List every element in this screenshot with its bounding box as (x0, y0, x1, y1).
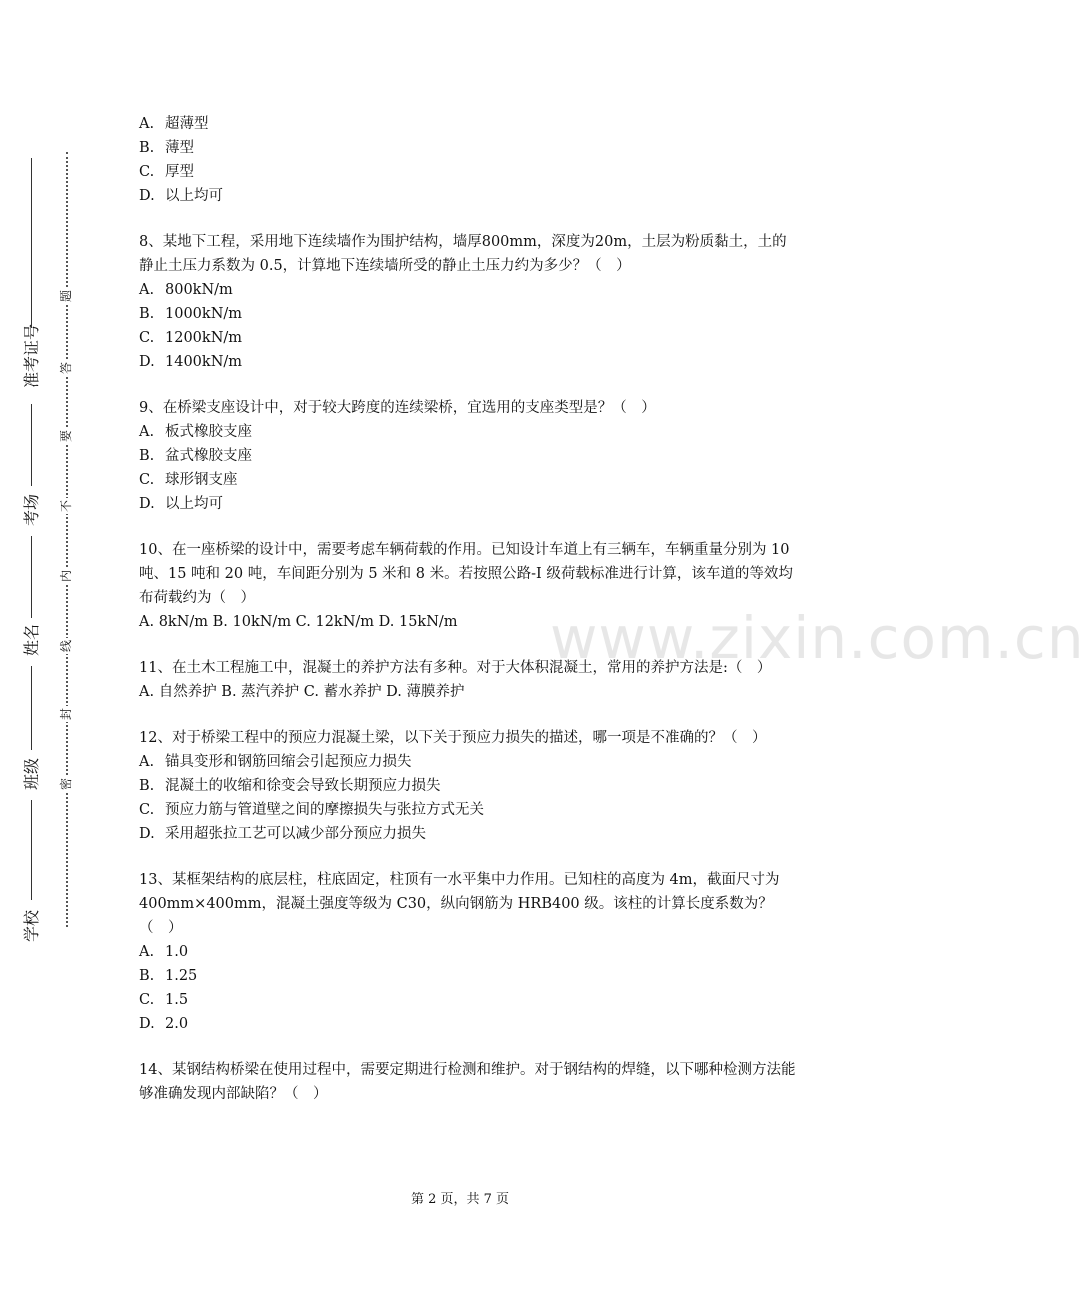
option-d: D. 2.0 (139, 1016, 189, 1032)
question-stem: 14、某钢结构桥梁在使用过程中，需要定期进行检测和维护。对于钢结构的焊缝，以下哪种检测方法能够准确发现内部缺陷？（ ） (139, 1062, 796, 1102)
field-label-zkzh: 准考证号 (22, 323, 41, 388)
inline-options: A. 自然养护 B. 蒸汽养护 C. 蓄水养护 D. 薄膜养护 (139, 684, 465, 700)
field-label-xx: 学校 (22, 910, 41, 943)
field-line-bj (31, 666, 32, 750)
option-a: A. 板式橡胶支座 (139, 424, 252, 440)
field-label-xm: 姓名 (22, 624, 41, 657)
option-b: B. 混凝土的收缩和徐变会导致长期预应力损失 (139, 778, 441, 794)
question-9 (139, 396, 799, 516)
prev-question-options (139, 112, 799, 208)
seal-dotted-line (66, 152, 68, 927)
option-a: A. 800kN/m (139, 282, 233, 298)
option-c: C. 预应力筋与管道壁之间的摩擦损失与张拉方式无关 (139, 802, 484, 818)
seal-char: 答 (58, 361, 73, 375)
option-c: C. 1200kN/m (139, 330, 243, 346)
option-b: B. 1.25 (139, 968, 198, 984)
question-stem: 12、对于桥梁工程中的预应力混凝土梁，以下关于预应力损失的描述，哪一项是不准确的？（ ） (139, 730, 767, 746)
option-a: A. 超薄型 (139, 116, 209, 132)
option-d: D. 采用超张拉工艺可以减少部分预应力损失 (139, 826, 426, 842)
option-b: B. 薄型 (139, 140, 194, 156)
question-stem: 8、某地下工程，采用地下连续墙作为围护结构，墙厚800mm，深度为20m，土层为粉质黏土，土的静止土压力系数为 0.5，计算地下连续墙所受的静止土压力约为多少？（ ） (139, 234, 787, 274)
field-line-kc (31, 404, 32, 486)
field-line-xm (31, 536, 32, 618)
option-d: D. 以上均可 (139, 188, 223, 204)
question-12 (139, 726, 799, 846)
option-c: C. 1.5 (139, 992, 189, 1008)
seal-char: 题 (58, 289, 73, 303)
seal-char: 内 (58, 569, 73, 583)
page-footer: 第 2 页，共 7 页 (410, 1192, 510, 1207)
question-10 (139, 538, 799, 634)
question-11 (139, 656, 799, 704)
field-label-kc: 考场 (22, 494, 41, 527)
option-c: C. 球形钢支座 (139, 472, 238, 488)
option-a: A. 1.0 (139, 944, 189, 960)
binding-margin (0, 0, 110, 1302)
seal-char: 要 (58, 429, 73, 443)
field-label-bj: 班级 (22, 758, 41, 791)
exam-content (139, 112, 799, 1106)
question-stem: 11、在土木工程施工中，混凝土的养护方法有多种。对于大体积混凝土，常用的养护方法是:（ ） (139, 660, 772, 676)
option-c: C. 厚型 (139, 164, 194, 180)
field-line-xx (31, 800, 32, 900)
seal-char: 不 (58, 499, 73, 513)
question-stem: 9、在桥梁支座设计中，对于较大跨度的连续梁桥，宜选用的支座类型是？（ ） (139, 400, 656, 416)
option-a: A. 锚具变形和钢筋回缩会引起预应力损失 (139, 754, 412, 770)
option-d: D. 以上均可 (139, 496, 223, 512)
option-b: B. 1000kN/m (139, 306, 243, 322)
seal-char: 密 (58, 777, 73, 791)
question-14 (139, 1058, 799, 1106)
option-d: D. 1400kN/m (139, 354, 243, 370)
question-8 (139, 230, 799, 374)
inline-options: A. 8kN/m B. 10kN/m C. 12kN/m D. 15kN/m (139, 614, 458, 630)
question-13 (139, 868, 799, 1036)
seal-char: 线 (58, 639, 73, 653)
seal-char: 封 (58, 707, 73, 721)
option-b: B. 盆式橡胶支座 (139, 448, 252, 464)
watermark: www.zixin.com.cn (550, 604, 1085, 672)
field-line-zkzh (31, 158, 32, 328)
question-stem: 10、在一座桥梁的设计中，需要考虑车辆荷载的作用。已知设计车道上有三辆车，车辆重量分别为 10 吨、15 吨和 20 吨，车间距分别为 5 米和 8 米。若按照公路-I 级荷载标准进行计算，该车道的等效均布荷载约为（ ） (139, 542, 793, 606)
question-stem: 13、某框架结构的底层柱，柱底固定，柱顶有一水平集中力作用。已知柱的高度为 4m，截面尺寸为 400mm×400mm，混凝土强度等级为 C30，纵向钢筋为 HRB400 级。该柱的计算长度系数为？（ ） (139, 872, 780, 936)
